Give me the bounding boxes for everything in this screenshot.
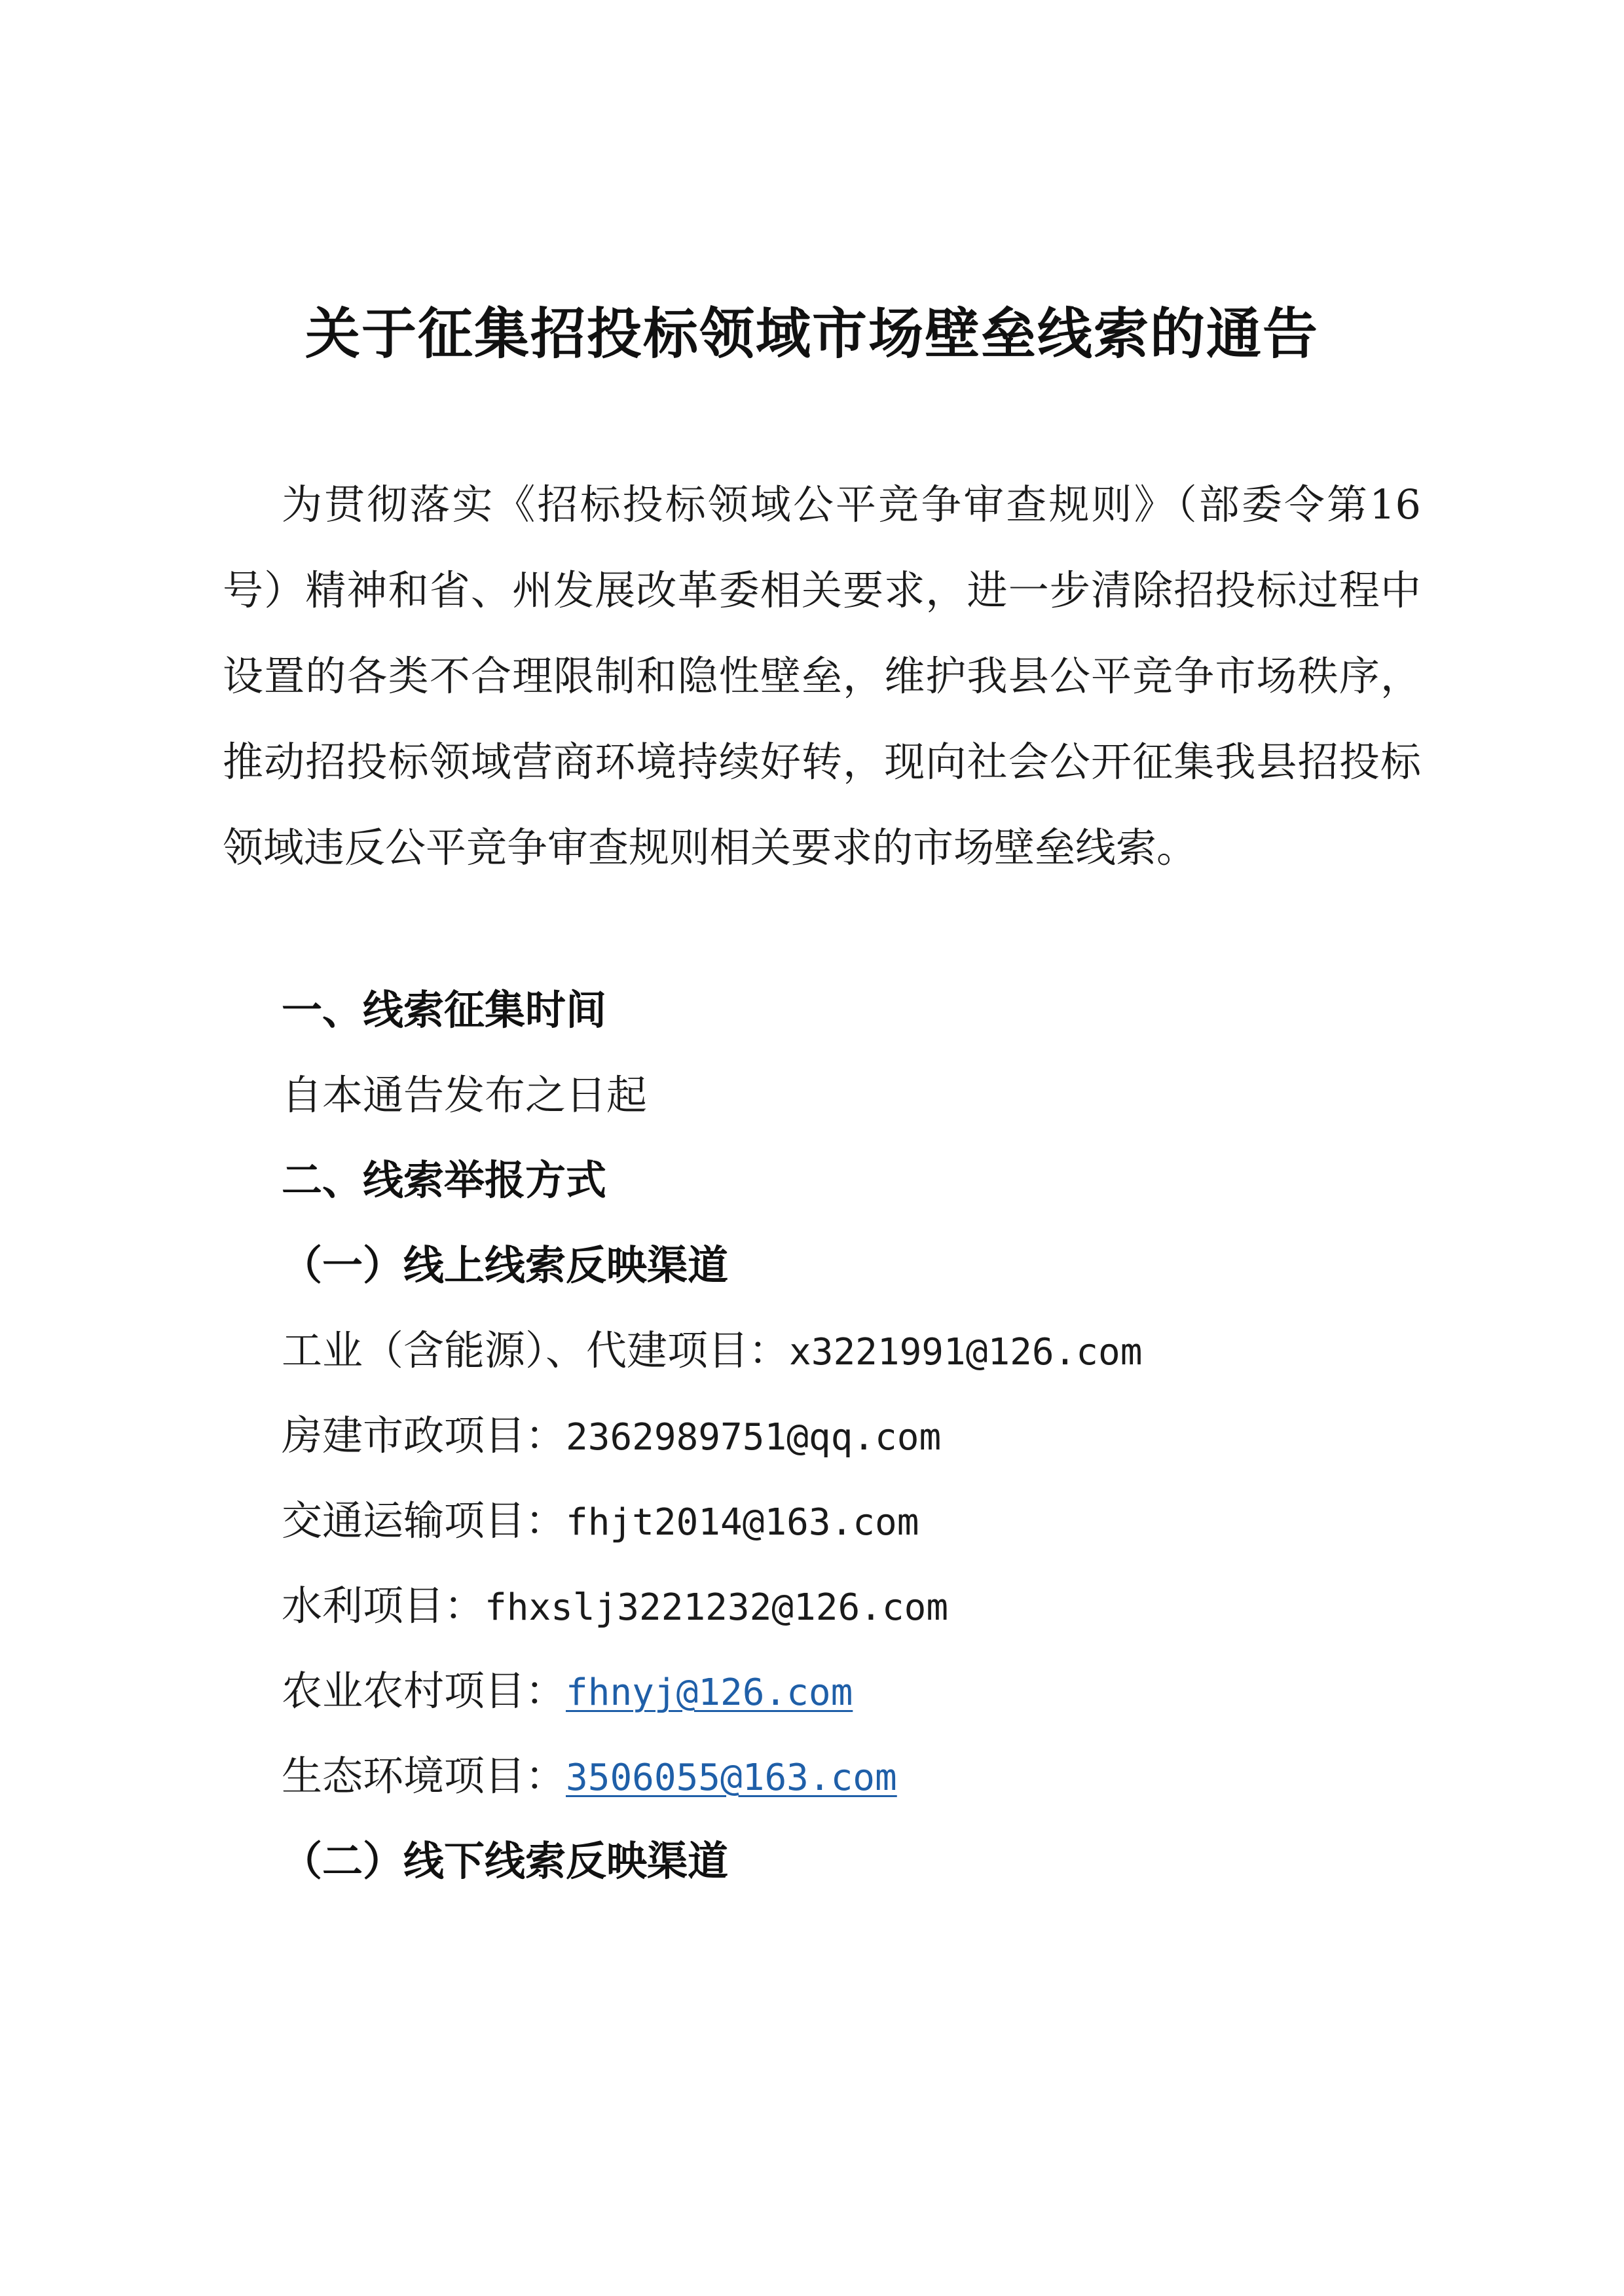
channel-label: 工业（含能源）、代建项目：: [282, 1326, 790, 1374]
online-channels-heading: （一）线上线索反映渠道: [282, 1241, 729, 1289]
channel-label: 交通运输项目：: [282, 1497, 566, 1544]
section-1-content: 自本通告发布之日起: [282, 1071, 648, 1119]
intro-paragraph: 为贯彻落实《招标投标领域公平竞争审查规则》（部委令第16号）精神和省、州发展改革委相关要求，进一步清除招投标过程中设置的各类不合理限制和隐性壁垒，维护我县公平竞争市场秩序，推动招投标领域营商环境持续好转，现向社会公开征集我县招投标领域违反公平竞争审查规则相关要求的市场壁垒线索。: [223, 481, 1421, 871]
channel-ecology: [282, 1747, 897, 1808]
section-2-heading: 二、线索举报方式: [282, 1156, 607, 1204]
channel-email: 2362989751@qq.com: [566, 1416, 942, 1459]
channel-label: 农业农村项目：: [282, 1667, 566, 1715]
section-1-heading: 一、线索征集时间: [282, 986, 607, 1034]
channel-label: 水利项目：: [282, 1582, 485, 1630]
offline-channels-heading: （二）线下线索反映渠道: [282, 1837, 729, 1885]
channel-label: 生态环境项目：: [282, 1752, 566, 1800]
channel-email-link[interactable]: fhnyj@126.com: [566, 1671, 853, 1714]
channel-email: fhxslj3221232@126.com: [485, 1586, 949, 1629]
channel-agriculture: [282, 1662, 853, 1722]
channel-email: fhjt2014@163.com: [566, 1501, 919, 1544]
channel-email: x3221991@126.com: [789, 1331, 1143, 1374]
channel-water: [282, 1576, 948, 1637]
channel-email-link[interactable]: 3506055@163.com: [566, 1757, 897, 1799]
channel-housing: [282, 1406, 941, 1467]
channel-transport: [282, 1491, 919, 1552]
document-title: 关于征集招投标领域市场壁垒线索的通告: [304, 302, 1319, 366]
channel-industry: [282, 1321, 1142, 1382]
channel-label: 房建市政项目：: [282, 1412, 566, 1459]
